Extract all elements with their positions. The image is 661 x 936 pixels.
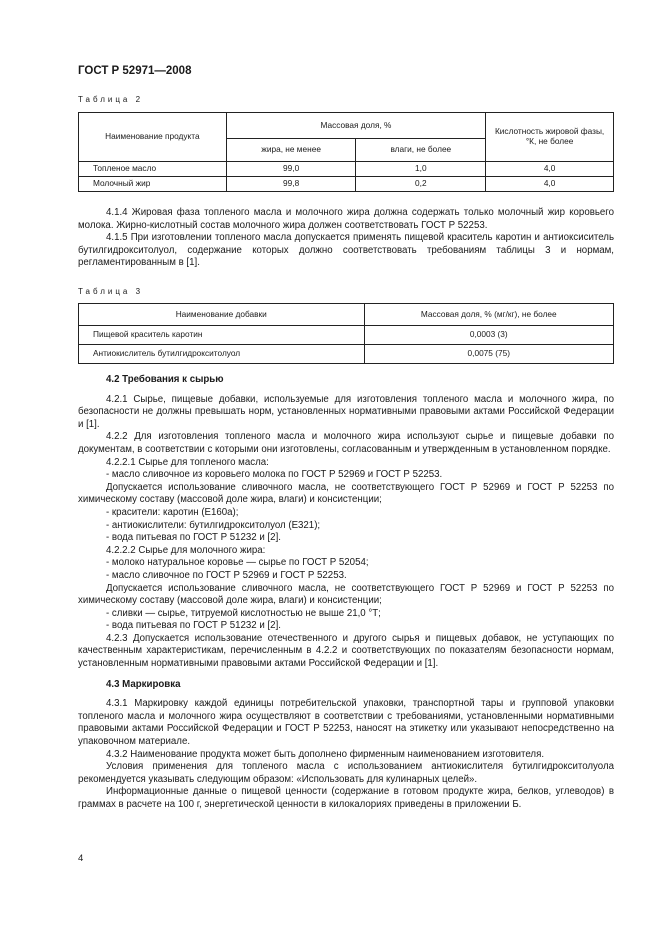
table-cell: Пищевой краситель каротин	[79, 326, 365, 345]
table-cell: 99,8	[226, 176, 356, 191]
paragraphs-4-1	[78, 207, 614, 270]
list-item: - вода питьевая по ГОСТ Р 51232 и [2].	[106, 620, 281, 632]
table-3-header-name: Наименование добавки	[79, 304, 365, 326]
paragraph-4-1-4: 4.1.4 Жировая фаза топленого масла и молочного жира должна содержать только молочный жир коровьего молока. Жирно-кислотный состав молочного жира должен соответствовать ГОСТ Р 52253.	[78, 207, 614, 231]
paragraph: Допускается использование сливочного масла, не соответствующего ГОСТ Р 52969 и ГОСТ Р 52253 по химическому составу (массовой доле жира, влаги) и консистенции;	[78, 582, 614, 607]
paragraph-4-1-5: 4.1.5 При изготовлении топленого масла допускается применять пищевой краситель каротин и антиоксиситель бутилгидрокситолуол, содержание которых должно соответствовать требованиям таблицы 3 и нормам, регламентированным в [1].	[78, 232, 614, 269]
page-number: 4	[78, 853, 84, 864]
table-cell: 0,2	[356, 176, 486, 191]
table-2-header-fat: жира, не менее	[226, 139, 356, 161]
section-4-3-heading: 4.3 Маркировка	[106, 678, 181, 690]
table-cell: Топленое масло	[79, 161, 227, 176]
table-3-caption: Таблица 3	[78, 287, 144, 296]
paragraph: 4.2.3 Допускается использование отечественного и другого сырья и пищевых добавок, не уступающих по качественным характеристикам, перечисленным в 4.2.2 и соответствующих по показателям безопасности нормам, установленным нормативными правовыми актами Российской Федерации и [1].	[78, 632, 614, 670]
table-cell: 0,0075 (75)	[364, 345, 613, 364]
table-cell: Антиокислитель бутилгидрокситолуол	[79, 345, 365, 364]
paragraph: 4.3.2 Наименование продукта может быть дополнено фирменным наименованием изготовителя.	[106, 748, 545, 760]
list-item: - вода питьевая по ГОСТ Р 51232 и [2].	[106, 532, 281, 544]
table-row	[79, 161, 614, 176]
table-cell: 99,0	[226, 161, 356, 176]
table-cell: 0,0003 (3)	[364, 326, 613, 345]
list-item: - масло сливочное по ГОСТ Р 52969 и ГОСТ Р 52253.	[106, 569, 347, 581]
table-row	[79, 176, 614, 191]
paragraph: 4.2.2.1 Сырье для топленого масла:	[106, 456, 269, 468]
table-cell: 4,0	[486, 176, 614, 191]
paragraph: 4.2.1 Сырье, пищевые добавки, используемые для изготовления топленого масла и молочного жира, по безопасности не должны превышать норм, установленных нормативными правовыми актами Российской Федерации и [1].	[78, 393, 614, 430]
table-2-header-name: Наименование продукта	[79, 113, 227, 162]
paragraph: 4.2.2.2 Сырье для молочного жира:	[106, 544, 266, 556]
list-item: - антиокислители: бутилгидрокситолуол (Е321);	[106, 519, 321, 531]
list-item: - сливки — сырье, титруемой кислотностью не выше 21,0 °Т;	[106, 607, 381, 619]
table-2-header-acid: Кислотность жировой фазы, °К, не более	[486, 113, 614, 162]
paragraph: 4.2.2 Для изготовления топленого масла и молочного жира используют сырье и пищевые добавки по документам, в соответствии с которыми они изготовлены, согласованным и утвержденным в установленном порядке.	[78, 431, 614, 455]
document-header: ГОСТ Р 52971—2008	[78, 65, 192, 77]
table-2	[78, 112, 614, 192]
table-2-header-mass: Массовая доля, %	[226, 113, 485, 139]
table-row	[79, 345, 614, 364]
list-item: - красители: каротин (Е160а);	[106, 506, 239, 518]
paragraph: Допускается использование сливочного масла, не соответствующего ГОСТ Р 52969 и ГОСТ Р 52253 по химическому составу (массовой доле жира, влаги) и консистенции;	[78, 481, 614, 506]
table-2-header-moisture: влаги, не более	[356, 139, 486, 161]
table-cell: Молочный жир	[79, 176, 227, 191]
table-cell: 4,0	[486, 161, 614, 176]
table-3-header-mass: Массовая доля, % (мг/кг), не более	[364, 304, 613, 326]
table-row	[79, 326, 614, 345]
table-cell: 1,0	[356, 161, 486, 176]
list-item: - молоко натуральное коровье — сырье по ГОСТ Р 52054;	[106, 557, 369, 569]
table-2-caption: Таблица 2	[78, 95, 144, 104]
paragraph: Условия применения для топленого масла с использованием антиокислителя бутилгидрокситолуола рекомендуется указывать следующим образом: «Использовать для кулинарных целей».	[78, 761, 614, 785]
section-4-2-heading: 4.2 Требования к сырью	[106, 374, 224, 385]
section-body	[78, 366, 614, 812]
paragraph: Информационные данные о пищевой ценности (содержание в готовом продукте жира, белков, углеводов) в граммах в расчете на 100 г, энергетической ценности в килокалориях приведены в приложении Б.	[78, 786, 614, 810]
table-3	[78, 303, 614, 364]
list-item: - масло сливочное из коровьего молока по ГОСТ Р 52969 и ГОСТ Р 52253.	[106, 469, 443, 481]
paragraph: 4.3.1 Маркировку каждой единицы потребительской упаковки, транспортной тары и групповой упаковки топленого масла и молочного жира осуществляют в соответствии с требованиями, установленными нормативными правовыми актами Российской Федерации и ГОСТ Р 52253, наносят на этикетку или указывают непосредственно на упаковочном материале.	[78, 698, 614, 748]
